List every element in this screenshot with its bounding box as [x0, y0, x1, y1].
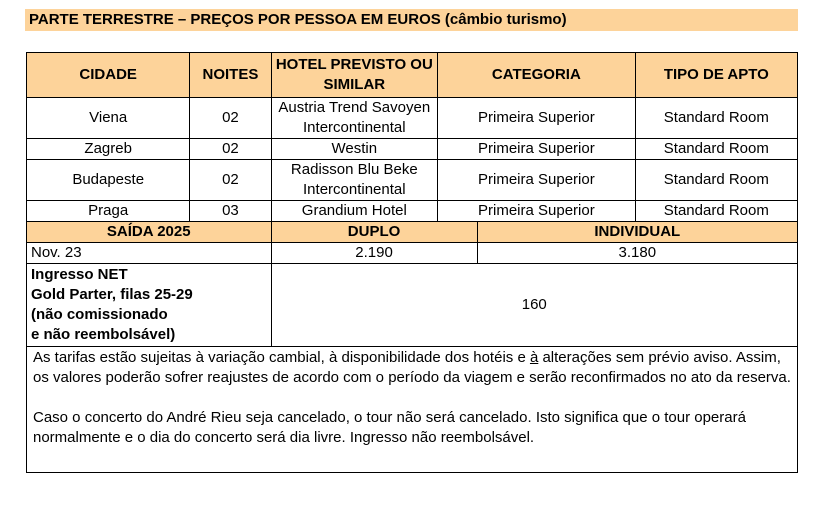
cell-apt-type: Standard Room [635, 160, 797, 201]
cell-apt-type: Standard Room [635, 201, 797, 222]
notes-text: alterações sem prévio aviso. Assim, os valores poderão sofrer reajustes de acordo com o período da viagem e serão reconfirmados no ato da reserva. [33, 349, 791, 386]
price-row [27, 243, 798, 264]
col-header-double: DUPLO [271, 222, 477, 243]
ticket-label [27, 264, 272, 347]
cell-category: Primeira Superior [438, 98, 636, 139]
ticket-label-line: e não reembolsável) [31, 326, 176, 343]
cell-category: Primeira Superior [438, 139, 636, 160]
notes-paragraph [33, 348, 791, 388]
col-header-category: CATEGORIA [438, 53, 636, 98]
ticket-label-line: Ingresso NET [31, 266, 128, 283]
ticket-label-line: Gold Parter, filas 25-29 [31, 286, 193, 303]
col-header-departure: SAÍDA 2025 [27, 222, 272, 243]
cell-hotel: Radisson Blu Beke Intercontinental [271, 160, 438, 201]
col-header-city: CIDADE [27, 53, 190, 98]
notes-row [27, 347, 798, 473]
ticket-label-line: (não comissionado [31, 306, 168, 323]
cell-city: Viena [27, 98, 190, 139]
ticket-price: 160 [271, 264, 797, 347]
price-header-row [27, 222, 798, 243]
cell-hotel: Grandium Hotel [271, 201, 438, 222]
cell-nights: 02 [190, 98, 271, 139]
cell-hotel: Austria Trend Savoyen Intercontinental [271, 98, 438, 139]
table-row [27, 160, 798, 201]
cell-nights: 02 [190, 139, 271, 160]
cell-category: Primeira Superior [438, 160, 636, 201]
col-header-hotel: HOTEL PREVISTO OU SIMILAR [271, 53, 438, 98]
table-row [27, 139, 798, 160]
cell-price-single: 3.180 [477, 243, 797, 264]
notes-cell [27, 347, 798, 473]
page-title: PARTE TERRESTRE – PREÇOS POR PESSOA EM EUROS (câmbio turismo) [25, 9, 798, 31]
cell-category: Primeira Superior [438, 201, 636, 222]
ticket-row [27, 264, 798, 347]
cell-city: Praga [27, 201, 190, 222]
cell-apt-type: Standard Room [635, 98, 797, 139]
table-header-row [27, 53, 798, 98]
col-header-nights: NOITES [190, 53, 271, 98]
cell-nights: 02 [190, 160, 271, 201]
notes-text-underlined: à [529, 349, 539, 366]
cell-city: Zagreb [27, 139, 190, 160]
col-header-single: INDIVIDUAL [477, 222, 797, 243]
table-row [27, 201, 798, 222]
cell-apt-type: Standard Room [635, 139, 797, 160]
prices-table [26, 52, 798, 473]
notes-text: As tarifas estão sujeitas à variação cambial, à disponibilidade dos hotéis e [33, 349, 530, 366]
cell-price-double: 2.190 [271, 243, 477, 264]
col-header-apt-type: TIPO DE APTO [635, 53, 797, 98]
cell-nights: 03 [190, 201, 271, 222]
table-row [27, 98, 798, 139]
cell-departure-date: Nov. 23 [27, 243, 272, 264]
notes-paragraph: Caso o concerto do André Rieu seja cancelado, o tour não será cancelado. Isto significa que o tour operará normalmente e o dia do concerto será dia livre. Ingresso não reembolsável. [33, 409, 746, 446]
cell-hotel: Westin [271, 139, 438, 160]
cell-city: Budapeste [27, 160, 190, 201]
